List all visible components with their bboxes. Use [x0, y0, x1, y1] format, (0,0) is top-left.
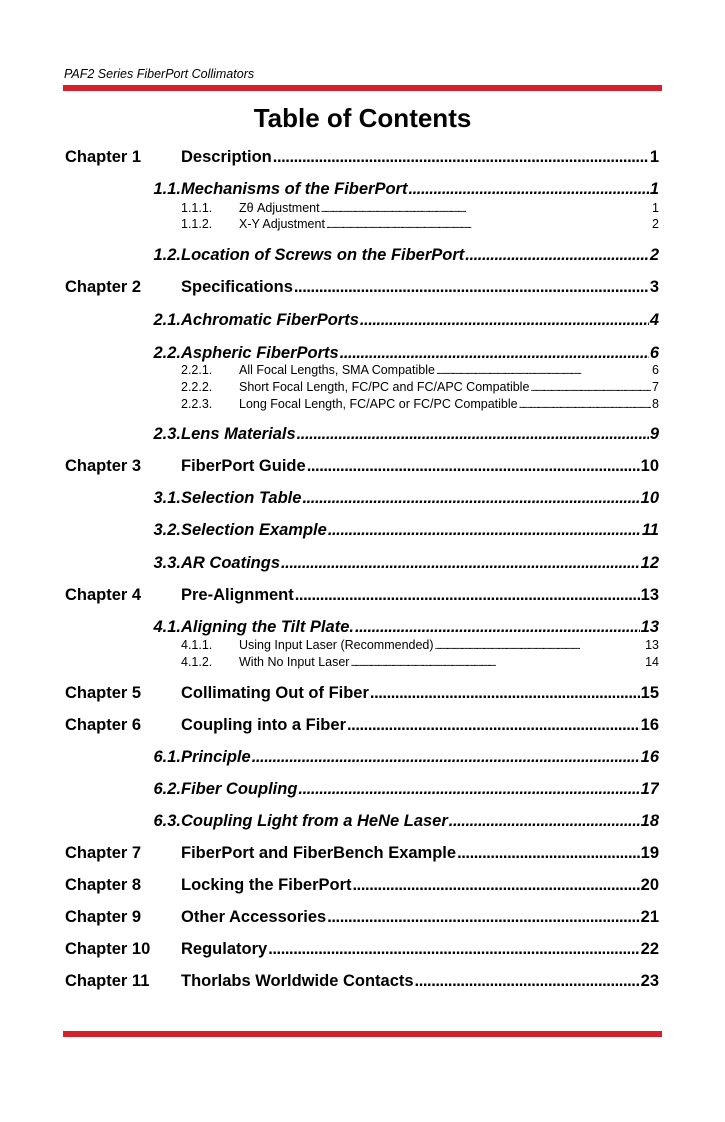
toc-entry-section[interactable] [130, 777, 659, 801]
toc-entry-chapter[interactable] [65, 275, 659, 299]
entry-page: 22 [640, 940, 659, 958]
entry-number: 6.2. [153, 780, 181, 798]
entry-title: Coupling Light from a HeNe Laser [181, 812, 448, 830]
entry-page: 15 [640, 684, 659, 702]
dot-leader [350, 656, 644, 670]
toc-entry-section[interactable] [130, 308, 659, 332]
entry-page: 6 [649, 344, 659, 362]
entry-page: 10 [640, 457, 659, 475]
entry-number: 2.3. [153, 425, 181, 443]
entry-page: 1 [652, 201, 659, 215]
entry-title: Location of Screws on the FiberPort [181, 246, 465, 264]
entry-page: 16 [640, 716, 659, 734]
toc-entry-chapter[interactable] [65, 681, 659, 705]
entry-number: 3.1. [153, 489, 181, 507]
entry-number: 1.1.1. [181, 201, 213, 215]
entry-page: 14 [645, 655, 659, 669]
toc-entry-chapter[interactable] [65, 873, 659, 897]
dot-leader [530, 381, 651, 395]
dot-leader [252, 745, 640, 769]
entry-page: 21 [640, 908, 659, 926]
entry-number: 6.1. [153, 748, 181, 766]
entry-number: 1.2. [153, 246, 181, 264]
toc-entry-chapter[interactable] [65, 905, 659, 929]
entry-title: Coupling into a Fiber [181, 716, 346, 734]
toc-entry-chapter[interactable] [65, 145, 659, 169]
dot-leader [457, 841, 640, 865]
entry-page: 13 [645, 638, 659, 652]
entry-number: 2.2. [153, 344, 181, 362]
entry-title: With No Input Laser [239, 655, 350, 669]
dot-leader [355, 615, 640, 639]
entry-title: Other Accessories [181, 908, 327, 926]
entry-page: 2 [649, 246, 659, 264]
entry-page: 10 [640, 489, 659, 507]
entry-title: Selection Example [181, 521, 327, 539]
entry-number: Chapter 1 [65, 148, 142, 166]
entry-number: 4.1. [153, 618, 181, 636]
entry-number: 4.1.1. [181, 638, 213, 652]
dot-leader [435, 639, 645, 653]
entry-number: Chapter 8 [65, 876, 142, 894]
entry-number: Chapter 9 [65, 908, 142, 926]
entry-title: Thorlabs Worldwide Contacts [181, 972, 414, 990]
entry-page: 3 [649, 278, 659, 296]
toc-entry-section[interactable] [130, 551, 659, 575]
dot-leader [449, 809, 640, 833]
toc-entry-subsection[interactable] [181, 379, 659, 395]
toc-entry-chapter[interactable] [65, 937, 659, 961]
toc-entry-chapter[interactable] [65, 969, 659, 993]
entry-number: 2.1. [153, 311, 181, 329]
dot-leader [302, 486, 639, 510]
toc-entry-section[interactable] [130, 486, 659, 510]
toc-entry-subsection[interactable] [181, 362, 659, 378]
entry-number: Chapter 7 [65, 844, 142, 862]
toc-entry-subsection[interactable] [181, 200, 659, 216]
toc-entry-section[interactable] [130, 177, 659, 201]
entry-title: Aligning the Tilt Plate. [181, 618, 354, 636]
entry-page: 16 [640, 748, 659, 766]
entry-number: Chapter 2 [65, 278, 142, 296]
dot-leader [281, 551, 640, 575]
running-header: PAF2 Series FiberPort Collimators [64, 67, 255, 81]
entry-page: 17 [640, 780, 659, 798]
toc-entry-chapter[interactable] [65, 583, 659, 607]
entry-number: Chapter 11 [65, 972, 150, 990]
dot-leader [415, 969, 640, 993]
dot-leader [268, 937, 639, 961]
entry-title: Achromatic FiberPorts [181, 311, 359, 329]
entry-title: Mechanisms of the FiberPort [181, 180, 408, 198]
entry-title: Lens Materials [181, 425, 296, 443]
entry-number: Chapter 6 [65, 716, 142, 734]
toc-entry-chapter[interactable] [65, 454, 659, 478]
entry-title: Using Input Laser (Recommended) [239, 638, 434, 652]
entry-number: 4.1.2. [181, 655, 213, 669]
toc-entry-subsection[interactable] [181, 654, 659, 670]
entry-title: Description [181, 148, 272, 166]
toc-entry-section[interactable] [130, 745, 659, 769]
toc-entry-subsection[interactable] [181, 637, 659, 653]
dot-leader [295, 583, 640, 607]
entry-number: Chapter 3 [65, 457, 142, 475]
dot-leader [298, 777, 639, 801]
entry-page: 13 [640, 586, 659, 604]
toc-entry-section[interactable] [130, 422, 659, 446]
entry-page: 9 [649, 425, 659, 443]
entry-title: Pre-Alignment [181, 586, 294, 604]
dot-leader [327, 905, 639, 929]
entry-page: 1 [649, 180, 659, 198]
dot-leader [307, 454, 640, 478]
dot-leader [328, 518, 641, 542]
toc-entry-subsection[interactable] [181, 216, 659, 232]
dot-leader [408, 177, 648, 201]
entry-number: 3.3. [153, 554, 181, 572]
entry-number: 1.1. [153, 180, 181, 198]
entry-title: Short Focal Length, FC/PC and FC/APC Compatible [239, 380, 530, 394]
entry-number: Chapter 4 [65, 586, 142, 604]
dot-leader [465, 243, 649, 267]
dot-leader [370, 681, 640, 705]
entry-title: X-Y Adjustment [239, 217, 325, 231]
entry-number: 2.2.1. [181, 363, 213, 377]
entry-number: Chapter 5 [65, 684, 142, 702]
entry-title: All Focal Lengths, SMA Compatible [239, 363, 435, 377]
entry-page: 8 [652, 397, 659, 411]
toc-entry-section[interactable] [130, 243, 659, 267]
entry-title: Selection Table [181, 489, 302, 507]
toc-entry-section[interactable] [130, 518, 659, 542]
entry-page: 4 [649, 311, 659, 329]
entry-number: Chapter 10 [65, 940, 151, 958]
entry-page: 13 [640, 618, 659, 636]
entry-title: AR Coatings [181, 554, 280, 572]
dot-leader [347, 713, 640, 737]
dot-leader [326, 218, 651, 232]
entry-title: Fiber Coupling [181, 780, 298, 798]
entry-page: 2 [652, 217, 659, 231]
entry-number: 6.3. [153, 812, 181, 830]
entry-page: 12 [640, 554, 659, 572]
entry-page: 23 [640, 972, 659, 990]
entry-title: Long Focal Length, FC/APC or FC/PC Compatible [239, 397, 518, 411]
entry-title: Specifications [181, 278, 293, 296]
entry-number: 1.1.2. [181, 217, 213, 231]
dot-leader [321, 202, 651, 216]
entry-title: Zθ Adjustment [239, 201, 320, 215]
toc-entry-section[interactable] [130, 809, 659, 833]
entry-title: Locking the FiberPort [181, 876, 352, 894]
entry-page: 7 [652, 380, 659, 394]
dot-leader [519, 398, 651, 412]
entry-title: FiberPort Guide [181, 457, 306, 475]
entry-number: 3.2. [153, 521, 181, 539]
entry-number: 2.2.3. [181, 397, 213, 411]
entry-page: 1 [649, 148, 659, 166]
entry-page: 6 [652, 363, 659, 377]
dot-leader [360, 308, 649, 332]
entry-page: 19 [640, 844, 659, 862]
dot-leader [436, 364, 651, 378]
dot-leader [273, 145, 649, 169]
entry-title: Principle [181, 748, 251, 766]
toc-entry-chapter[interactable] [65, 713, 659, 737]
entry-number: 2.2.2. [181, 380, 213, 394]
dot-leader [294, 275, 649, 299]
dot-leader [297, 422, 649, 446]
toc-heading: Table of Contents [253, 103, 472, 133]
dot-leader [353, 873, 640, 897]
toc-entry-chapter[interactable] [65, 841, 659, 865]
entry-title: FiberPort and FiberBench Example [181, 844, 457, 862]
entry-title: Aspheric FiberPorts [181, 344, 339, 362]
entry-title: Regulatory [181, 940, 268, 958]
footer-rule [63, 1031, 662, 1037]
entry-page: 18 [640, 812, 659, 830]
toc-entry-subsection[interactable] [181, 396, 659, 412]
entry-title: Collimating Out of Fiber [181, 684, 369, 702]
entry-page: 11 [641, 521, 659, 539]
toc-entry-section[interactable] [130, 615, 659, 639]
entry-page: 20 [640, 876, 659, 894]
